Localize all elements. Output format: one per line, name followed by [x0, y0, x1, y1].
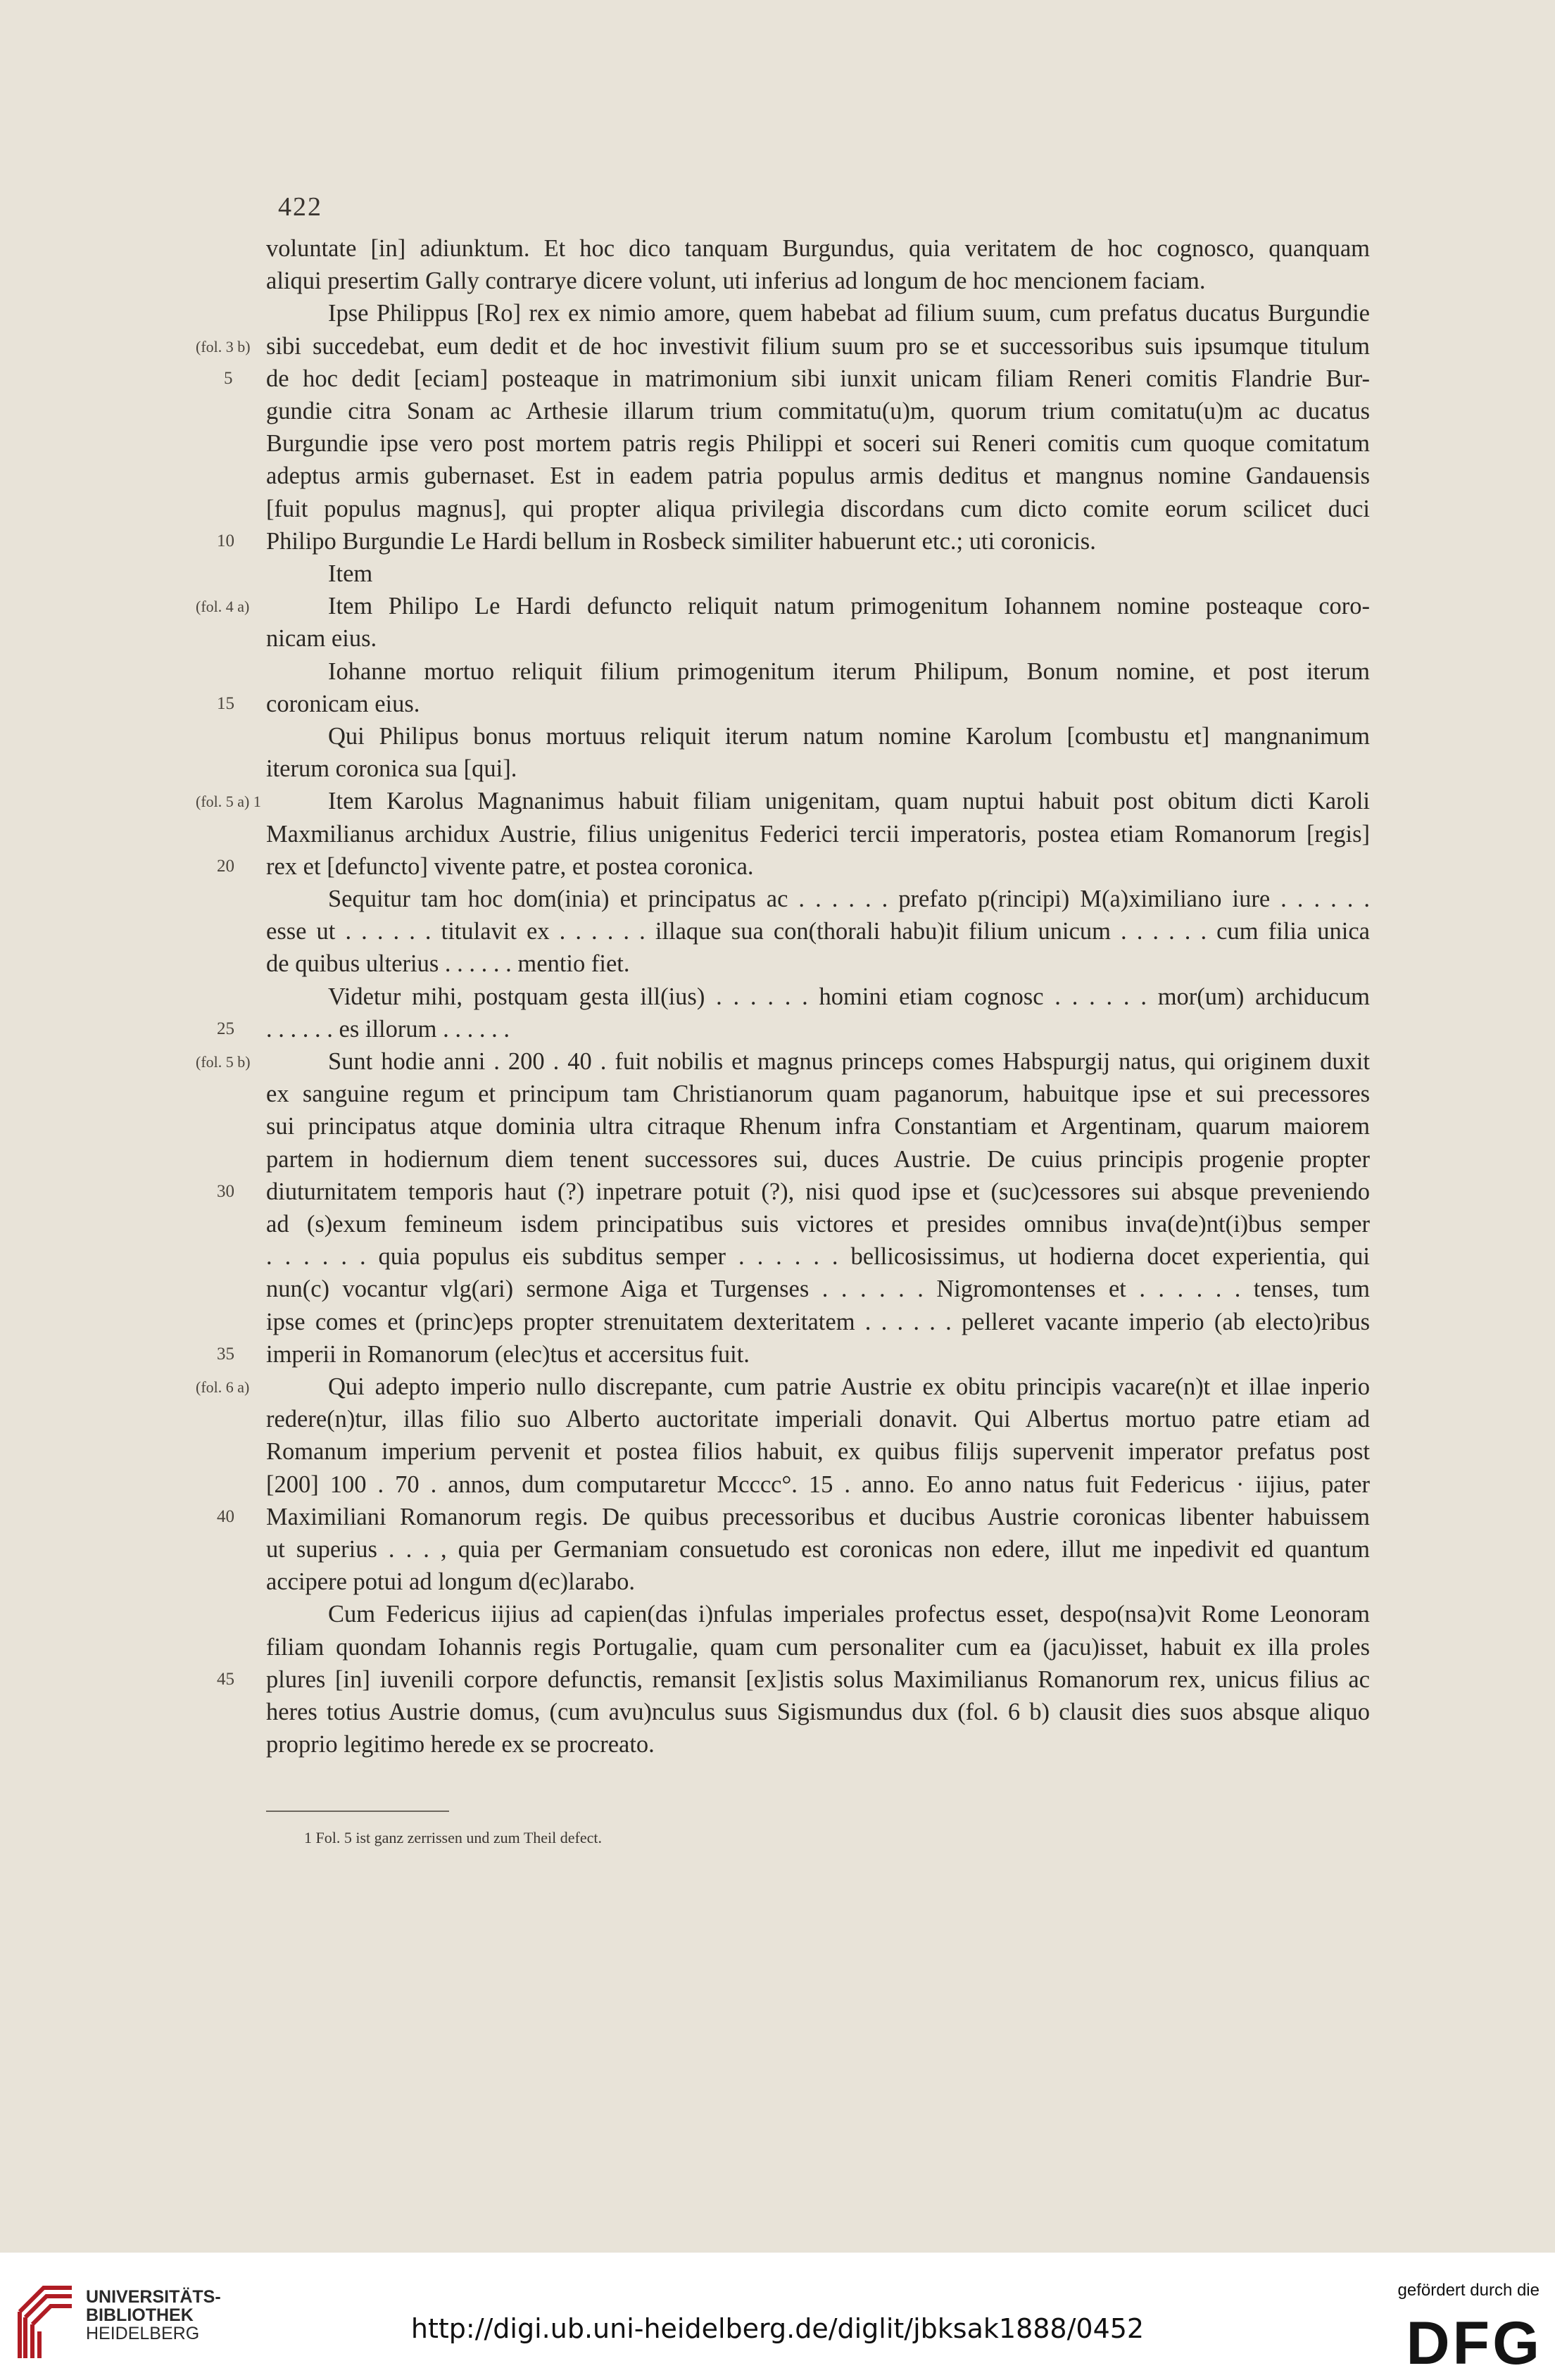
text-line: coronicam eius. — [266, 690, 420, 717]
text-line: de hoc dedit [eciam] posteaque in matrimonium sibi iunxit unicam filiam Reneri comitis Flandrie Bur- — [266, 365, 1370, 392]
text-line: ipse comes et (princ)eps propter strenuitatem dexteritatem . . . . . . pelleret vacante imperio (ab electo)ribus — [266, 1308, 1370, 1335]
line-number: 15 — [217, 693, 234, 713]
text-line: rex et [defuncto] vivente patre, et postea coronica. — [266, 852, 754, 880]
library-name-line1: UNIVERSITÄTS- — [86, 2287, 221, 2307]
text-line: diuturnitatem temporis haut (?) inpetrare potuit (?), nisi quod ipse et (suc)cessores sui absque preveniendo — [266, 1178, 1370, 1205]
text-line: de quibus ulterius . . . . . . mentio fiet. — [266, 950, 630, 978]
text-line: ad (s)exum femineum isdem principatibus suis victores et presides omnibus inva(de)nt(i)bus semper — [266, 1211, 1370, 1238]
folio-marker: (fol. 5 a) 1 — [196, 793, 261, 811]
line-number: 25 — [217, 1019, 234, 1038]
text-line: voluntate [in] adiunktum. Et hoc dico tanquam Burgundus, quia veritatem de hoc cognosco, quanquam — [266, 235, 1370, 262]
line-number: 10 — [217, 531, 234, 550]
text-line: [fuit populus magnus], qui propter aliqua privilegia discordans cum dicto comite eorum scilicet duci — [266, 495, 1370, 522]
text-line: Item Philipo Le Hardi defuncto reliquit natum primogenitum Iohannem nomine posteaque coro- — [328, 593, 1370, 620]
text-line: adeptus armis gubernaset. Est in eadem patria populus armis deditus et mangnus nomine Gandauensis — [266, 462, 1370, 490]
text-line: Item Karolus Magnanimus habuit filiam unigenitam, quam nuptui habuit post obitum dicti Karoli — [328, 788, 1370, 815]
text-line: Cum Federicus iijius ad capien(das i)nfulas imperiales profectus esset, despo(nsa)vit Rome Leonoram — [328, 1601, 1370, 1628]
text-line: Item — [328, 560, 373, 587]
text-line: . . . . . . es illorum . . . . . . — [266, 1015, 510, 1043]
permalink-url[interactable]: http://digi.ub.uni-heidelberg.de/diglit/jbksak1888/0452 — [410, 2313, 1145, 2344]
text-line: Sunt hodie anni . 200 . 40 . fuit nobilis et magnus princeps comes Habspurgij natus, qui originem duxit — [328, 1048, 1370, 1075]
library-name-line2: BIBLIOTHEK — [86, 2305, 194, 2325]
text-line: sui principatus atque dominia ultra citraque Rhenum infra Constantiam et Argentinam, quarum maiorem — [266, 1113, 1370, 1140]
folio-marker: (fol. 5 b) — [196, 1053, 251, 1071]
folio-marker: (fol. 4 a) — [196, 598, 250, 616]
line-number: 20 — [217, 856, 234, 876]
footnote: 1 Fol. 5 ist ganz zerrissen und zum Theil defect. — [304, 1829, 602, 1846]
viewer-footer — [0, 2253, 1555, 2380]
text-line: aliqui presertim Gally contrarye dicere volunt, uti inferius ad longum de hoc mencionem faciam. — [266, 267, 1206, 295]
text-line: esse ut . . . . . . titulavit ex . . . . . . illaque sua con(thorali habu)it filium unicum . . . . . . cum filia unica — [266, 918, 1370, 945]
line-number: 30 — [217, 1181, 234, 1201]
page-number: 422 — [278, 192, 322, 222]
text-line: plures [in] iuvenili corpore defunctis, remansit [ex]istis solus Maximilianus Romanorum rex, unicus filius ac — [266, 1666, 1370, 1693]
text-line: Maxmilianus archidux Austrie, filius unigenitus Federici tercii imperatoris, postea etiam Romanorum [regis] — [266, 820, 1370, 848]
text-line: Romanum imperium pervenit et postea filios habuit, ex quibus filijs supervenit imperator prefatus post — [266, 1438, 1370, 1466]
text-line: filiam quondam Iohannis regis Portugalie, quam cum personaliter cum ea (jacu)isset, habuit ex illa proles — [266, 1633, 1370, 1661]
text-line: Videtur mihi, postquam gesta ill(ius) . . . . . . homini etiam cognosc . . . . . . mor(um) archiducum — [328, 983, 1370, 1010]
footnote-rule — [266, 1811, 449, 1812]
text-line: ut superius . . . , quia per Germaniam consuetudo est coronicas non edere, illut me inpedivit ed quantum — [266, 1536, 1370, 1563]
text-line: proprio legitimo herede ex se procreato. — [266, 1731, 655, 1758]
text-line: . . . . . . quia populus eis subditus semper . . . . . . bellicosissimus, ut hodierna docet experientia, qui — [266, 1243, 1370, 1271]
text-line: Burgundie ipse vero post mortem patris regis Philippi et soceri sui Reneri comitis cum quoque comitatum — [266, 430, 1370, 458]
text-line: Maximiliani Romanorum regis. De quibus precessoribus et ducibus Austrie coronicas libenter habuissem — [266, 1503, 1370, 1530]
folio-marker: (fol. 3 b) — [196, 337, 251, 355]
text-line: Sequitur tam hoc dom(inia) et principatus ac . . . . . . prefato p(rincipi) M(a)ximiliano iure . . . . . . — [328, 886, 1370, 912]
line-number: 45 — [217, 1669, 234, 1689]
text-line: Iohanne mortuo reliquit filium primogenitum iterum Philipum, Bonum nomine, et post iterum — [328, 657, 1370, 685]
text-line: imperii in Romanorum (elec)tus et accersitus fuit. — [266, 1340, 750, 1368]
library-name-line3: HEIDELBERG — [86, 2324, 200, 2343]
text-line: nicam eius. — [266, 625, 377, 653]
text-line: [200] 100 . 70 . annos, dum computaretur Mcccc°. 15 . anno. Eo anno natus fuit Federicus · iijius, pater — [266, 1471, 1370, 1498]
line-number: 35 — [217, 1344, 234, 1364]
text-line: Qui adepto imperio nullo discrepante, cum patrie Austrie ex obitu principis vacare(n)t et illae inperio — [328, 1373, 1370, 1400]
text-line: sibi succedebat, eum dedit et de hoc investivit filium suum pro se et successoribus suis ipsumque titulum — [266, 332, 1370, 360]
folio-marker: (fol. 6 a) — [196, 1378, 250, 1396]
text-line: accipere potui ad longum d(ec)larabo. — [266, 1568, 635, 1596]
text-line: partem in hodiernum diem tenent successores sui, duces Austrie. De cuius principis progenie propter — [266, 1145, 1370, 1173]
dfg-logo: DFG — [1406, 2310, 1542, 2377]
text-line: ex sanguine regum et principum tam Christianorum quam paganorum, habuitque ipse et sui precessores — [266, 1081, 1370, 1108]
text-line: Philipo Burgundie Le Hardi bellum in Rosbeck similiter habuerunt etc.; uti coronicis. — [266, 527, 1096, 555]
text-line: nun(c) vocantur vlg(ari) sermone Aiga et Turgenses . . . . . . Nigromontenses et . . . . . . tenses, tum — [266, 1276, 1370, 1303]
text-line: redere(n)tur, illas filio suo Alberto auctoritate imperiali donavit. Qui Albertus mortuo patre etiam ad — [266, 1406, 1370, 1433]
line-number: 40 — [217, 1506, 234, 1526]
text-line: Qui Philipus bonus mortuus reliquit iterum natum nomine Karolum [combustu et] mangnanimum — [328, 723, 1370, 750]
text-line: Ipse Philippus [Ro] rex ex nimio amore, quem habebat ad filium suum, cum prefatus ducatus Burgundie — [328, 300, 1370, 327]
line-number: 5 — [224, 368, 233, 388]
funded-by-label: gefördert durch die — [1397, 2281, 1540, 2300]
text-line: heres totius Austrie domus, (cum avu)nculus suus Sigismundus dux (fol. 6 b) clausit dies suos absque aliquo — [266, 1699, 1370, 1725]
text-line: iterum coronica sua [qui]. — [266, 755, 517, 783]
text-line: gundie citra Sonam ac Arthesie illarum trium commitatu(u)m, quorum trium comitatu(u)m ac ducatus — [266, 398, 1370, 424]
